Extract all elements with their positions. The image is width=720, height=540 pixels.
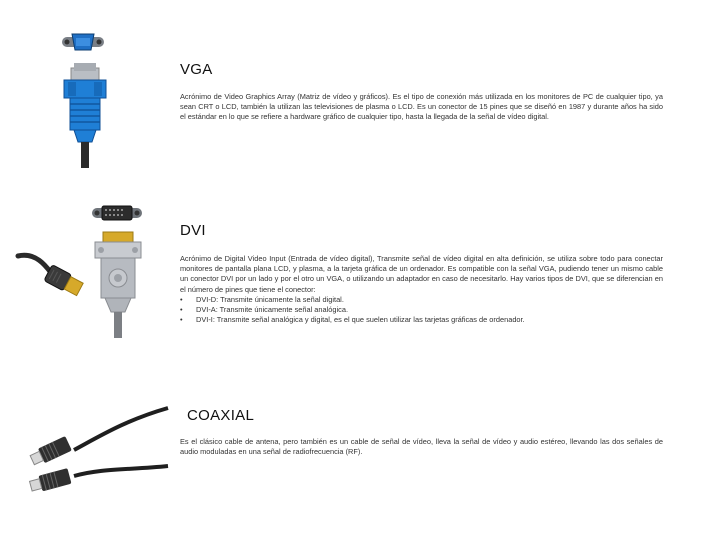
vga-title: VGA [180,61,213,78]
dvi-text-block [180,254,663,325]
list-item: • DVI-A: Transmite únicamente señal analógica. [180,305,663,315]
vga-description: Acrónimo de Video Graphics Array (Matriz de vídeo y gráficos). Es el tipo de conexión más utilizada en los monitores de PC de cualquier tipo, ya sean CRT o LCD, también la utilizan las televisiones de plasma o LCD. Es un conector de 15 pines que se diseñó en 1987 y durante años ha sido el estándar en lo que se refiere a hardware gráfico de cualquier tipo, hasta la llegada de la señal de vídeo digital. [180,92,663,122]
vga-port-icon [62,33,104,51]
vga-plug-icon [62,60,108,170]
dvi-port-icon [92,204,142,222]
dvi-cable-icon [16,246,86,304]
dvi-title: DVI [180,222,206,239]
dvi-type-list [180,295,663,326]
list-item: • DVI-I: Transmite señal analógica y digital, es el que suelen utilizar las tarjetas gráficas de ordenador. [180,315,663,325]
coaxial-cable-icon [30,400,170,504]
dvi-description: Acrónimo de Digital Video Input (Entrada de vídeo digital), Transmite señal de vídeo digital en alta definición, se utiliza sobre todo para conectar monitores de pantalla plana LCD, y plasma, a la tarjeta gráfica de un ordenador. Es compatible con la señal VGA, pudiendo tener un mismo cable un conector DVI por un lado y por el otro un VGA, o utilizando un adaptador en caso de necesitarlo. Hay varios tipos de DVI, que se diferencian en el número de pines que tiene el conector: [180,254,663,294]
list-item: • DVI-D: Transmite únicamente la señal digital. [180,295,663,305]
dvi-plug-icon [93,232,143,340]
coaxial-title: COAXIAL [187,407,255,424]
coaxial-description: Es el clásico cable de antena, pero también es un cable de señal de vídeo, lleva la señal de vídeo y audio estéreo, llevando las dos señales de audio moduladas en una señal de radiofrecuencia (RF). [180,437,663,457]
